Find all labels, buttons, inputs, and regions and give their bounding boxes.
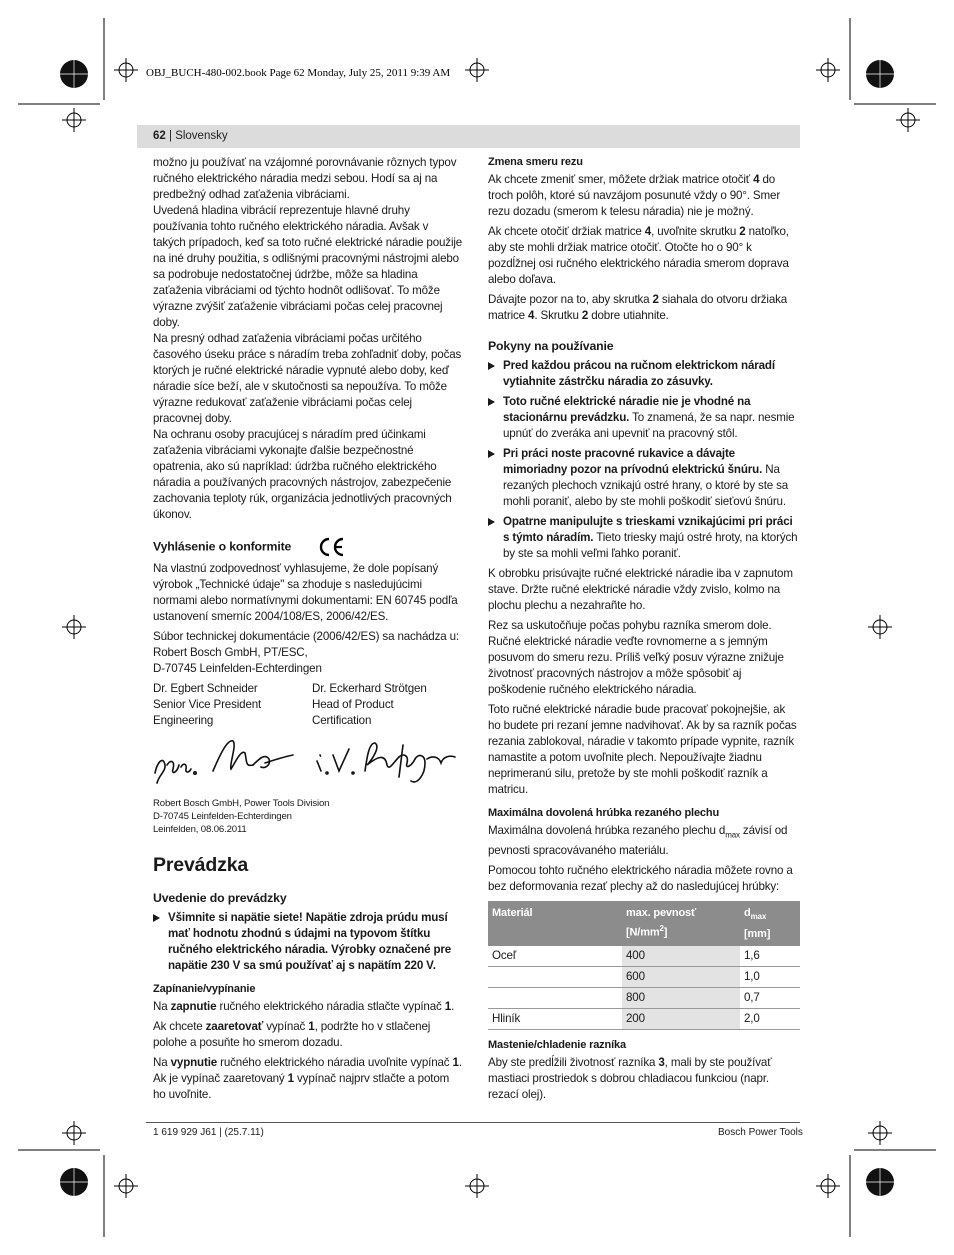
startup-heading: Uvedenie do prevádzky [153, 891, 287, 905]
paragraph: Maximálna dovolená hrúbka rezaného plechu $d_{max}$ závisí od pevnosti spracovávaného materiálu. [488, 824, 788, 858]
section-heading: Prevádzka [153, 854, 249, 876]
paragraph: Na presný odhad zaťaženia vibráciami počas určitého časového úseku práce s náradím treba zohľadniť doby, počas ktorých je ručné elektrické náradie vypnuté alebo doby, keď náradie síce beží, ale v skutočnosti sa nepoužíva. To môže výrazne redukovať zaťaženie vibráciami počas celej pracovnej doby. [153, 332, 462, 425]
page-number: 62 [153, 130, 166, 142]
paragraph: Ak chcete otočiť držiak matrice 4, uvoľnite skrutku 2 natoľko, aby ste mohli držiak matrice otočiť. Otočte ho o 90° k pozdĺžnej osi ručného elektrického náradia smerom doprava alebo doľava. [488, 225, 789, 286]
footer-brand: Bosch Power Tools [718, 1127, 803, 1138]
bullet-item: Toto ručné elektrické náradie nie je vhodné na stacionárnu prevádzku. To znamená, že sa napr. nesmie upnúť do zveráka ani upevniť na pracovný stôl. [488, 394, 800, 442]
paragraph: Aby ste predĺžili životnosť razníka 3, mali by ste používať mastiaci prostriedok s dobrou chladiacou funkciou (napr. rezací olej). [488, 1055, 772, 1101]
onoff-heading: Zapínanie/vypínanie [153, 983, 256, 995]
direction-heading: Zmena smeru rezu [488, 156, 583, 168]
page-header [153, 130, 228, 142]
usage-heading: Pokyny na používanie [488, 339, 614, 353]
signatory-right [312, 681, 471, 729]
signatory-dept: Certification [312, 714, 372, 727]
paragraph: Na vypnutie ručného elektrického náradia uvoľnite vypínač 1. Ak je vypínač zaaretovaný 1 vypínač najprv stlačte a potom ho uvoľnite. [153, 1056, 462, 1101]
signatory-title: Head of Product [312, 698, 394, 711]
paragraph: Uvedená hladina vibrácií reprezentuje hlavné druhy používania tohto ručného elektrického náradia. Avšak v takých prípadoch, keď sa toto ručné elektrické náradie použije na iné druhy použitia, s odlišnými pracovnými nástrojmi alebo sa podrobuje nedostatočnej údržbe, môže sa hladina zaťaženia vibráciami od týchto hodnôt odlišovať. To môže výrazne zvýšiť zaťaženie vibráciami počas celej pracovnej doby. [153, 204, 463, 329]
col-header-material: Materiál [488, 901, 622, 945]
paragraph: Ak chcete zmeniť smer, môžete držiak matrice otočiť 4 do troch polôh, ktoré sú navzájom posunuté vždy o 90°. Smer rezu dozadu (smerom k telesu náradia) nie je možný. [488, 173, 781, 218]
material-table [488, 901, 800, 1029]
footer-doc-number: 1 619 929 J61 | (25.7.11) [153, 1127, 264, 1138]
bullet-item: Pri práci noste pracovné rukavice a dávajte mimoriadny pozor na prívodnú elektrickú šnúru. Na rezaných plechoch vznikajú ostré hrany, o ktoré by ste sa mohli poraniť, alebo by ste mohli poškodiť sieťovú šnúru. [488, 446, 800, 510]
company-line: Robert Bosch GmbH, Power Tools Division [153, 798, 330, 809]
paragraph: Na ochranu osoby pracujúcej s náradím pred účinkami zaťaženia vibráciami vykonajte ďalšie bezpečnostné opatrenia, ako sú napríklad: údržba ručného elektrického náradia a používaných pracovných nástrojov, zabezpečenie zachovania teploty rúk, organizácia jednotlivých pracovných úkonov. [153, 428, 452, 521]
lubrication-heading: Mastenie/chladenie razníka [488, 1038, 626, 1051]
paragraph: Toto ručné elektrické náradie bude pracovať pokojnejšie, ak ho budete pri rezaní jemne nadvihovať. Ak by sa razník počas rezania zablokoval, náradie v takomto prípade vypnite, razník namastite a potom uvoľnite plech. Nepoužívajte žiadnu neprimeranú silu, pretože by ste mohli poškodiť razník a matricu. [488, 703, 797, 796]
company-line: D-70745 Leinfelden-Echterdingen [153, 811, 292, 822]
table-row: Hliník 200 2,0 [488, 1008, 800, 1029]
conformity-heading-text: Vyhlásenie o konformite [153, 539, 292, 554]
header-separator: | [165, 130, 176, 142]
bullet-item [153, 910, 463, 974]
bullet-triangle-icon [153, 914, 160, 922]
ce-mark-icon [317, 537, 345, 557]
header-bar [137, 125, 800, 148]
print-info-line: OBJ_BUCH-480-002.book Page 62 Monday, July 25, 2011 9:39 AM [146, 67, 451, 79]
signatory-dept: Engineering [153, 714, 214, 727]
table-row: 600 1,0 [488, 966, 800, 987]
company-line: Leinfelden, 08.06.2011 [153, 824, 247, 835]
signature-icon [153, 735, 465, 793]
signatory-name: Dr. Eckerhard Strötgen [312, 682, 427, 695]
conformity-heading [153, 537, 463, 557]
bullet-triangle-icon [488, 450, 495, 458]
signatories [153, 681, 463, 729]
table-row: 800 0,7 [488, 987, 800, 1008]
paragraph: Pomocou tohto ručného elektrického náradia môžete rovno a bez deformovania rezať plechy až do nasledujúcej hrúbky: [488, 864, 793, 894]
paragraph: Na vlastnú zodpovednosť vyhlasujeme, že dole popísaný výrobok „Technické údaje" sa zhoduje s nasledujúcimi normami alebo normatívnymi dokumentami: EN 60745 podľa ustanovení smerníc 2004/108/ES, 2006/42/ES. [153, 562, 458, 623]
address-line: D-70745 Leinfelden-Echterdingen [153, 662, 322, 675]
paragraph: možno ju používať na vzájomné porovnávanie rôznych typov ručného elektrického náradia medzi sebou. Hodí sa aj na predbežný odhad zaťaženia vibráciami. [153, 156, 457, 201]
bullet-triangle-icon [488, 398, 495, 406]
paragraph: Na zapnutie ručného elektrického náradia stlačte vypínač 1. [153, 1000, 455, 1013]
signatures-image [153, 735, 463, 793]
footer-divider [146, 1122, 800, 1123]
bullet-triangle-icon [488, 518, 495, 526]
signatory-title: Senior Vice President [153, 698, 262, 711]
paragraph: Rez sa uskutočňuje počas pohybu razníka smerom dole. Ručné elektrické náradie veďte rovnomerne a s jemným posuvom do smeru rezu. Príliš veľký posuv výrazne znižuje životnosť pracovných nástrojov a môže spôsobiť aj poškodenie ručného elektrického náradia. [488, 619, 784, 696]
header-language: Slovensky [175, 130, 228, 142]
bullet-triangle-icon [488, 362, 495, 370]
signatory-left [153, 681, 312, 729]
paragraph: K obrobku prisúvajte ručné elektrické náradie iba v zapnutom stave. Držte ručné elektrické náradie vždy zvislo, kolmo na plochu plechu a nezahrañte ho. [488, 567, 793, 612]
table-row: Oceľ 400 1,6 [488, 946, 800, 967]
col-header-dmax: $d_{max}$ [mm] [740, 901, 800, 945]
bullet-item: Opatrne manipulujte s trieskami vznikajúcimi pri práci s týmto náradím. Tieto triesky majú ostré hroty, na ktorých by ste sa mohli veľmi ľahko poraniť. [488, 514, 800, 562]
left-column [153, 155, 463, 1107]
address-line: Robert Bosch GmbH, PT/ESC, [153, 646, 308, 659]
paragraph: Súbor technickej dokumentácie (2006/42/ES) sa nachádza u: [153, 630, 459, 643]
thickness-heading: Maximálna dovolená hrúbka rezaného plechu [488, 807, 720, 819]
paragraph: Dávajte pozor na to, aby skrutka 2 siahala do otvoru držiaka matrice 4. Skrutku 2 dobre utiahnite. [488, 293, 788, 322]
col-header-strength: max. pevnosť $[N/mm^2]$ [622, 901, 740, 945]
table-header-row [488, 901, 800, 945]
right-column [488, 155, 800, 1107]
bullet-text: Všimnite si napätie siete! Napätie zdroja prúdu musí mať hodnotu zhodnú s údajmi na typovom štítku ručného elektrického náradia. Výrobky označené pre napätie 230 V sa smú používať aj s napätím 220 V. [168, 911, 452, 972]
signatory-name: Dr. Egbert Schneider [153, 682, 258, 695]
bullet-item: Pred každou prácou na ručnom elektrickom náradí vytiahnite zástrčku náradia zo zásuvky. [488, 358, 800, 390]
paragraph: Ak chcete zaaretovať vypínač 1, podržte ho v stlačenej polohe a posuňte ho smerom dozadu. [153, 1020, 431, 1049]
